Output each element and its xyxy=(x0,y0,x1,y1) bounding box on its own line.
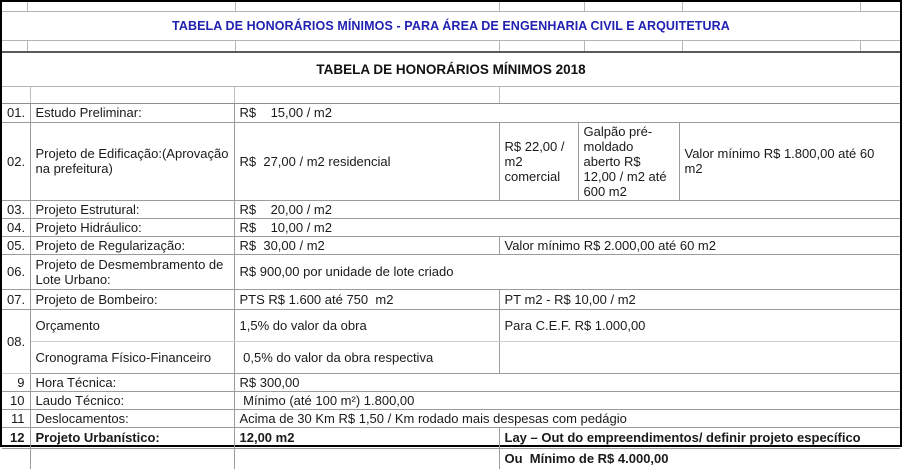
service-value: R$ 20,00 / m2 xyxy=(234,200,900,218)
grid-tick xyxy=(860,2,861,11)
empty-cell xyxy=(499,341,900,373)
service-value-budget: 1,5% do valor da obra xyxy=(234,309,499,341)
grid-tick xyxy=(682,41,683,51)
service-minimum-note: Ou Mínimo de R$ 4.000,00 xyxy=(499,448,900,469)
service-label: Deslocamentos: xyxy=(30,409,234,427)
main-title: TABELA DE HONORÁRIOS MÍNIMOS - PARA ÁREA DE ENGENHARIA CIVIL E ARQUITETURA xyxy=(172,19,730,33)
grid-tick xyxy=(584,41,585,51)
empty-cell xyxy=(2,448,30,469)
spreadsheet-grid-strip-mid xyxy=(2,41,900,53)
grid-tick xyxy=(30,87,31,103)
service-value: R$ 10,00 / m2 xyxy=(234,218,900,236)
service-value: R$ 30,00 / m2 xyxy=(234,236,499,254)
row-number: 11 xyxy=(2,409,30,427)
grid-tick xyxy=(27,41,28,51)
fee-table xyxy=(2,104,900,469)
grid-tick xyxy=(499,87,500,103)
service-label-budget: Orçamento xyxy=(30,309,234,341)
table-row-03 xyxy=(2,200,900,218)
sub-title: TABELA DE HONORÁRIOS MÍNIMOS 2018 xyxy=(316,62,586,77)
service-value-commercial: R$ 22,00 / m2 comercial xyxy=(499,122,578,200)
sub-title-row xyxy=(2,53,900,87)
service-label: Projeto de Bombeiro: xyxy=(30,289,234,309)
service-label: Laudo Técnico: xyxy=(30,391,234,409)
table-row-05 xyxy=(2,236,900,254)
row-number: 9 xyxy=(2,373,30,391)
service-value-cef: Para C.E.F. R$ 1.000,00 xyxy=(499,309,900,341)
service-value: Acima de 30 Km R$ 1,50 / Km rodado mais despesas com pedágio xyxy=(234,409,900,427)
service-label: Hora Técnica: xyxy=(30,373,234,391)
grid-tick xyxy=(235,2,236,11)
row-number: 07. xyxy=(2,289,30,309)
service-label: Projeto Estrutural: xyxy=(30,200,234,218)
empty-cell xyxy=(30,448,234,469)
table-row-07 xyxy=(2,289,900,309)
service-label: Projeto de Regularização: xyxy=(30,236,234,254)
row-number: 10 xyxy=(2,391,30,409)
service-value-warehouse: Galpão pré-moldado aberto R$ 12,00 / m2 até 600 m2 xyxy=(578,122,679,200)
service-minimum-value: Valor mínimo R$ 1.800,00 até 60 m2 xyxy=(679,122,900,200)
row-number: 12 xyxy=(2,427,30,448)
table-row-09 xyxy=(2,373,900,391)
grid-tick xyxy=(499,2,500,11)
table-row-06 xyxy=(2,254,900,289)
service-value-residential: R$ 27,00 / m2 residencial xyxy=(234,122,499,200)
spreadsheet-grid-strip-top xyxy=(2,2,900,12)
empty-row xyxy=(2,87,900,104)
service-label: Projeto Urbanístico: xyxy=(30,427,234,448)
table-row-10 xyxy=(2,391,900,409)
row-number: 01. xyxy=(2,104,30,122)
table-row-01 xyxy=(2,104,900,122)
service-value: 12,00 m2 xyxy=(234,427,499,448)
table-row-08a xyxy=(2,309,900,341)
service-label: Projeto de Desmembramento de Lote Urbano: xyxy=(30,254,234,289)
row-number: 02. xyxy=(2,122,30,200)
grid-tick xyxy=(235,41,236,51)
row-number: 08. xyxy=(2,309,30,373)
service-value: Mínimo (até 100 m²) 1.800,00 xyxy=(234,391,900,409)
service-label: Estudo Preliminar: xyxy=(30,104,234,122)
row-number: 03. xyxy=(2,200,30,218)
service-value-pts: PTS R$ 1.600 até 750 m2 xyxy=(234,289,499,309)
table-row-13 xyxy=(2,448,900,469)
grid-tick xyxy=(234,87,235,103)
service-label-schedule: Cronograma Físico-Financeiro xyxy=(30,341,234,373)
grid-tick xyxy=(27,2,28,11)
service-minimum-value: Valor mínimo R$ 2.000,00 até 60 m2 xyxy=(499,236,900,254)
service-label: Projeto Hidráulico: xyxy=(30,218,234,236)
row-number: 06. xyxy=(2,254,30,289)
table-row-02 xyxy=(2,122,900,200)
table-row-11 xyxy=(2,409,900,427)
main-title-row xyxy=(2,12,900,41)
service-value: R$ 300,00 xyxy=(234,373,900,391)
service-value: R$ 15,00 / m2 xyxy=(234,104,900,122)
grid-tick xyxy=(682,2,683,11)
service-value-pt: PT m2 - R$ 10,00 / m2 xyxy=(499,289,900,309)
grid-tick xyxy=(860,41,861,51)
empty-cell xyxy=(234,448,499,469)
grid-tick xyxy=(584,2,585,11)
service-layout-note: Lay – Out do empreendimentos/ definir projeto específico xyxy=(499,427,900,448)
service-value: R$ 900,00 por unidade de lote criado xyxy=(234,254,900,289)
table-row-12 xyxy=(2,427,900,448)
row-number: 04. xyxy=(2,218,30,236)
grid-tick xyxy=(499,41,500,51)
row-number: 05. xyxy=(2,236,30,254)
table-row-04 xyxy=(2,218,900,236)
table-row-08b xyxy=(2,341,900,373)
service-label: Projeto de Edificação:(Aprovação na prefeitura) xyxy=(30,122,234,200)
service-value-schedule: 0,5% do valor da obra respectiva xyxy=(234,341,499,373)
